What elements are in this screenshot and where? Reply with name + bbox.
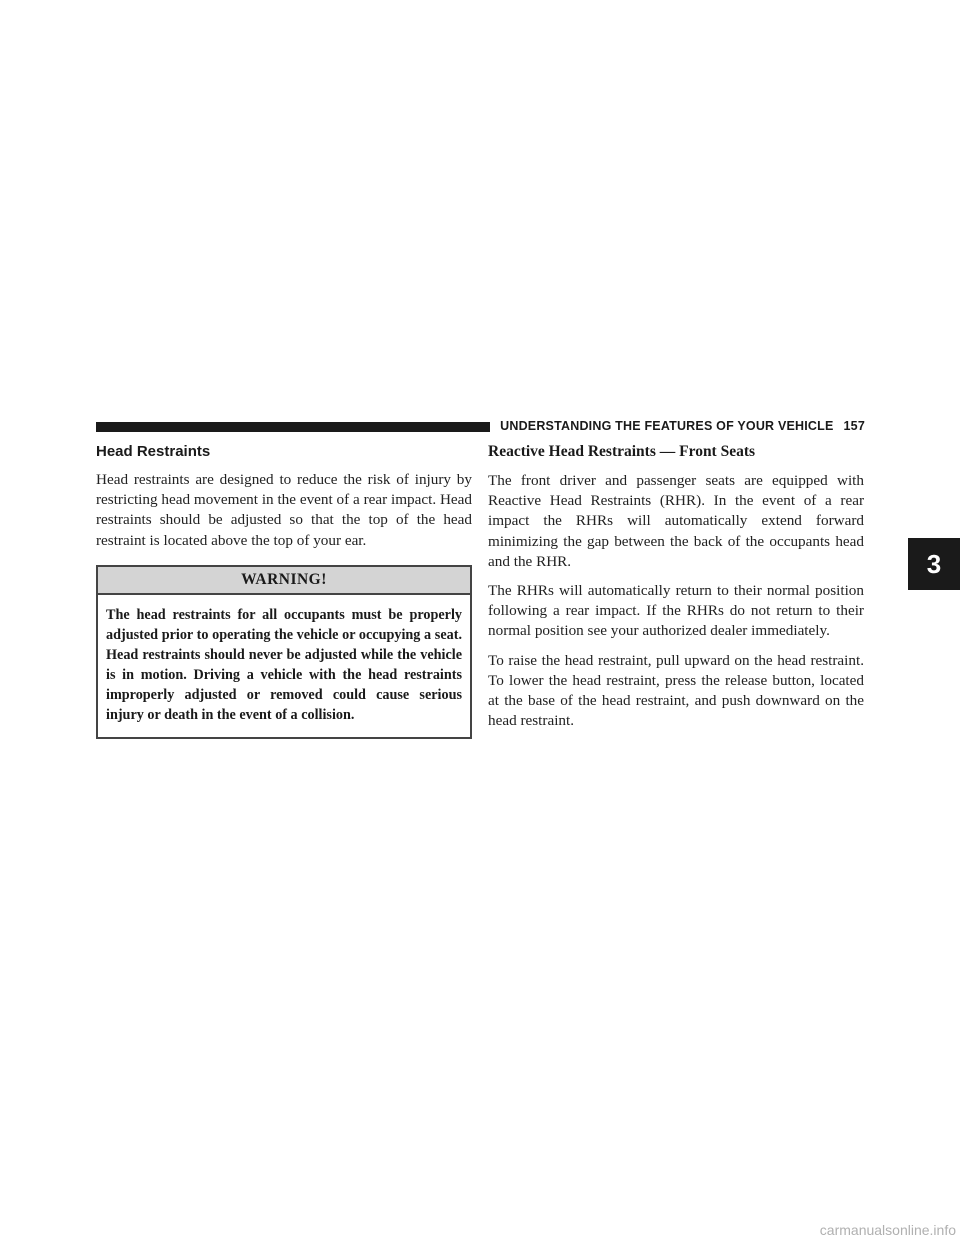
warning-text: The head restraints for all occupants must be properly adjusted prior to operating the vehicle or occupying a seat. Head restraints should never be adjusted while the vehicle is in motion. Driving a vehicle with the head restraints improperly adjusted or removed could cause serious injury or death in the event of a collision. xyxy=(106,606,462,723)
rhr-paragraph-3: To raise the head restraint, pull upward on the head restraint. To lower the head restraint, press the release button, located at the base of the head restraint, and push downward on the head restraint. xyxy=(488,651,864,730)
head-restraints-paragraph: Head restraints are designed to reduce the risk of injury by restricting head movement in the event of a rear impact. Head restraints should be adjusted so that the top of the head restraint is located above the top of your ear. xyxy=(96,471,472,549)
left-column xyxy=(96,443,472,739)
running-head xyxy=(500,418,865,434)
head-restraints-heading: Head Restraints xyxy=(96,443,211,460)
warning-title: WARNING! xyxy=(98,567,470,595)
section-title: UNDERSTANDING THE FEATURES OF YOUR VEHICLE xyxy=(500,419,834,433)
rhr-paragraph-2: The RHRs will automatically return to their normal position following a rear impact. If the RHRs do not return to their normal position see your authorized dealer immediately. xyxy=(488,582,864,640)
right-column xyxy=(488,443,864,740)
reactive-head-restraints-heading: Reactive Head Restraints — Front Seats xyxy=(488,443,756,460)
chapter-tab: 3 xyxy=(908,538,960,590)
header-rule xyxy=(96,422,490,432)
page-number: 157 xyxy=(843,419,865,433)
watermark: carmanualsonline.info xyxy=(819,1222,956,1238)
rhr-paragraph-1: The front driver and passenger seats are equipped with Reactive Head Restraints (RHR). In the event of a rear impact the RHRs will automatically extend forward minimizing the gap between the back of the occupants head and the RHR. xyxy=(488,472,864,570)
warning-box xyxy=(96,565,472,739)
